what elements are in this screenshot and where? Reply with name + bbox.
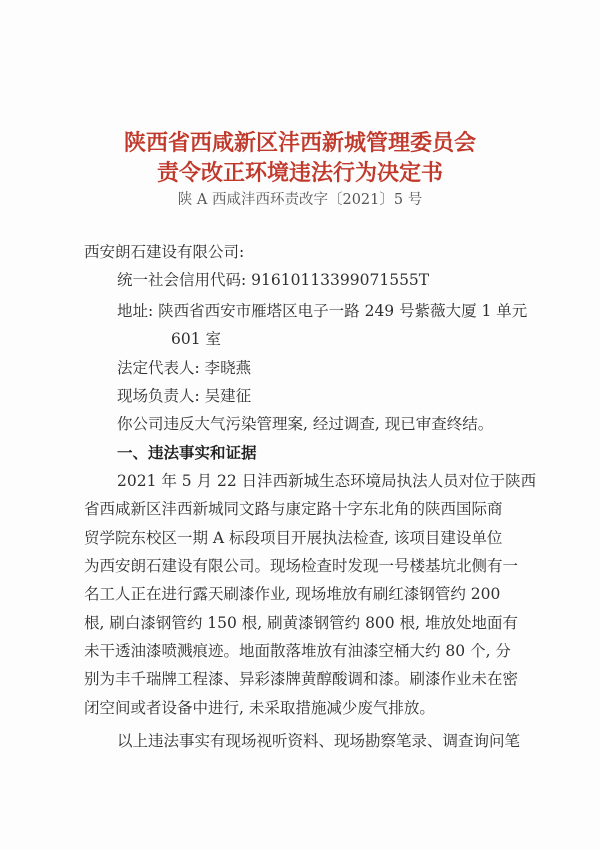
legal-representative: 法定代表人: 李晓燕 xyxy=(117,359,252,377)
facts-line: 闭空间或者设备中进行, 未采取措施减少废气排放。 xyxy=(84,699,435,717)
facts-line: 未干透油漆喷溅痕迹。地面散落堆放有油漆空桶大约 80 个, 分 xyxy=(84,642,511,660)
credit-code: 统一社会信用代码: 91610113399071555T xyxy=(117,271,430,289)
site-manager: 现场负责人: 吴建征 xyxy=(117,387,252,405)
document-title-line1: 陕西省西咸新区沣西新城管理委员会 xyxy=(123,130,476,156)
document-title-line2: 责令改正环境违法行为决定书 xyxy=(156,160,443,186)
facts-line: 贸学院东校区一期 A 标段项目开展执法检查, 该项目建设单位 xyxy=(84,529,503,547)
facts-line: 根, 刷白漆钢管约 150 根, 刷黄漆钢管约 800 根, 堆放处地面有 xyxy=(84,614,518,632)
facts-line: 为西安朗石建设有限公司。现场检查时发现一号楼基坑北侧有一 xyxy=(84,557,519,575)
facts-line: 名工人正在进行露天刷漆作业, 现场堆放有刷红漆钢管约 200 xyxy=(84,585,501,603)
address-line-1: 地址: 陕西省西安市雁塔区电子一路 249 号紫薇大厦 1 单元 xyxy=(117,302,528,320)
document-number: 陕 A 西咸沣西环责改字〔2021〕5 号 xyxy=(177,192,423,208)
facts-line: 2021 年 5 月 22 日沣西新城生态环境局执法人员对位于陕西 xyxy=(117,472,537,490)
facts-line: 省西咸新区沣西新城同文路与康定路十字东北角的陕西国际商 xyxy=(84,500,503,518)
recipient: 西安朗石建设有限公司: xyxy=(84,243,245,261)
intro-paragraph: 你公司违反大气污染管理案, 经过调查, 现已审查终结。 xyxy=(117,415,494,433)
section-heading: 一、违法事实和证据 xyxy=(117,443,257,462)
facts-line: 别为丰千瑞牌工程漆、异彩漆牌黄醇酸调和漆。刷漆作业未在密 xyxy=(84,670,519,688)
evidence-line: 以上违法事实有现场视听资料、现场勘察笔录、调查询问笔 xyxy=(117,732,521,750)
address-line-2: 601 室 xyxy=(171,330,222,348)
